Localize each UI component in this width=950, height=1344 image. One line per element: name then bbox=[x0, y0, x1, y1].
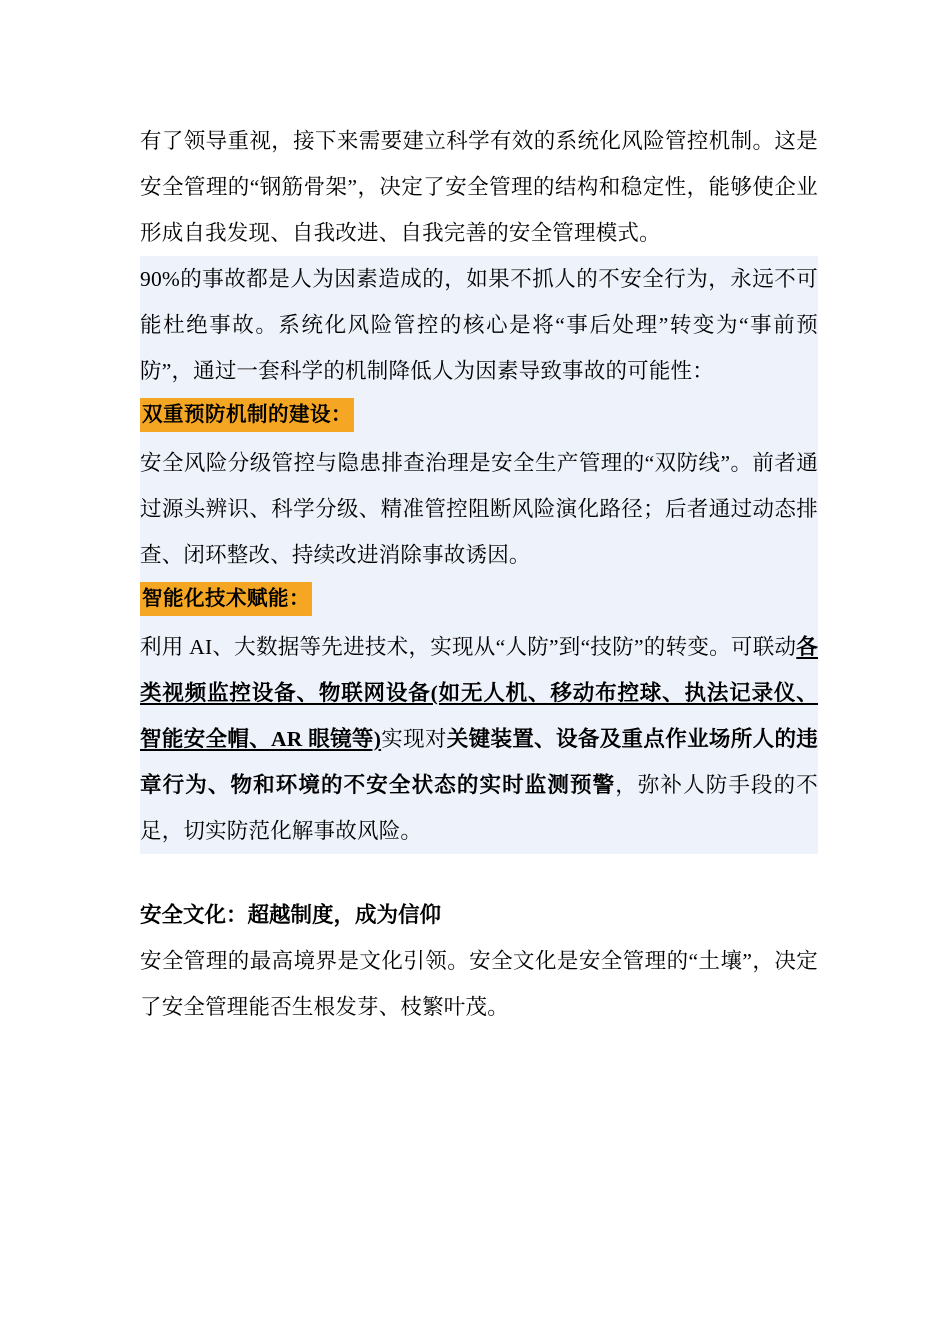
run-normal-2: 实现对 bbox=[381, 727, 447, 751]
paragraph-statistics: 90%的事故都是人为因素造成的，如果不抓人的不安全行为，永远不可能杜绝事故。系统化风险管控的核心是将“事后处理”转变为“事前预防”，通过一套科学的机制降低人为因素导致事故的可能性： bbox=[140, 256, 818, 394]
paragraph-safety-culture-body: 安全管理的最高境界是文化引领。安全文化是安全管理的“土壤”，决定了安全管理能否生根发芽、枝繁叶茂。 bbox=[140, 949, 818, 1019]
run-bold-monitoring: 关键装置、设备及重点作业场所人的违章行为、物和环境的不安全状态的实时监测预警 bbox=[140, 727, 818, 797]
paragraph-intro: 有了领导重视，接下来需要建立科学有效的系统化风险管控机制。这是安全管理的“钢筋骨架”，决定了安全管理的结构和稳定性，能够使企业形成自我发现、自我改进、自我完善的安全管理模式。 bbox=[140, 129, 818, 245]
run-normal-3: ，弥补人防手段的不足，切实防范化解事故风险。 bbox=[140, 773, 818, 843]
document-content bbox=[140, 118, 818, 1030]
orange-heading-intelligent-tech: 智能化技术赋能： bbox=[140, 582, 312, 616]
run-bold-underline-devices: 各类视频监控设备、物联网设备(如无人机、移动布控球、执法记录仪、智能安全帽、AR 眼镜等) bbox=[140, 635, 818, 751]
paragraph-dual-prevention-body: 安全风险分级管控与隐患排查治理是安全生产管理的“双防线”。前者通过源头辨识、科学分级、精准管控阻断风险演化路径；后者通过动态排查、闭环整改、持续改进消除事故诱因。 bbox=[140, 440, 818, 578]
section-title-safety-culture: 安全文化：超越制度，成为信仰 bbox=[140, 903, 442, 927]
section-spacer bbox=[140, 854, 818, 892]
paragraph-intelligent-tech-body bbox=[140, 624, 818, 854]
heading-row-intelligent-tech bbox=[140, 578, 818, 624]
heading-row-dual-prevention bbox=[140, 394, 818, 440]
run-normal-1: 利用 AI、大数据等先进技术，实现从“人防”到“技防”的转变。可联动 bbox=[140, 635, 797, 659]
orange-heading-dual-prevention: 双重预防机制的建设： bbox=[140, 398, 354, 432]
